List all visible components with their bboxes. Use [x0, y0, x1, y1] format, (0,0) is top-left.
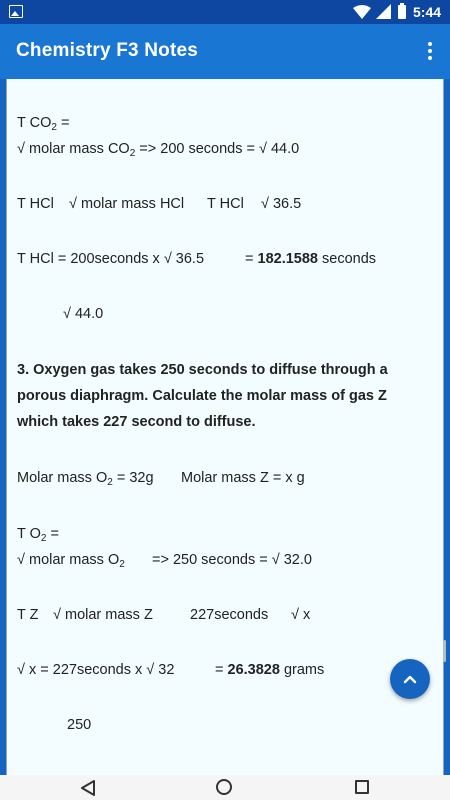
- back-icon[interactable]: [80, 780, 96, 796]
- formula-line: 250: [67, 717, 92, 733]
- formula-line: Molar mass $O_2 = 32g$ Molar mass Z = x g: [17, 470, 305, 488]
- formula-line: T HCl = 200seconds x √ 36.5 = 182.1588 seconds: [17, 251, 377, 267]
- formula-line: √ molar mass $CO_2 => 200$ seconds = √ 44.0: [17, 141, 300, 159]
- formula-line: √ 44.0: [63, 306, 104, 322]
- signal-icon: [376, 4, 391, 19]
- formula-line: T $O_2$ =: [17, 526, 59, 544]
- wifi-icon: [353, 5, 371, 19]
- status-time: 5:44: [413, 4, 442, 20]
- chevron-up-icon: [400, 669, 420, 689]
- scroll-top-button[interactable]: [390, 659, 430, 699]
- battery-icon: [398, 5, 406, 19]
- more-vert-icon[interactable]: [420, 40, 440, 64]
- formula-line: T $CO_2$ =: [17, 115, 70, 133]
- question-text: porous diaphragm. Calculate the molar mass of gas Z: [17, 388, 387, 404]
- question-text: which takes 227 second to diffuse.: [17, 414, 256, 430]
- formula-line: √ molar mass $O_2$ => 250 seconds = √ 32.0: [17, 552, 312, 570]
- navigation-bar: [0, 775, 450, 800]
- home-icon[interactable]: [216, 779, 232, 795]
- status-bar: [0, 0, 450, 24]
- app-title: Chemistry F3 Notes: [16, 40, 199, 61]
- formula-line: T HCl √ molar mass HCl T HCl √ 36.5: [17, 196, 302, 212]
- image-icon: [9, 5, 23, 18]
- recents-icon[interactable]: [355, 780, 369, 794]
- formula-line: √ x = 227seconds x √ 32 = 26.3828 grams: [17, 662, 325, 678]
- scroll-indicator[interactable]: [443, 640, 446, 662]
- question-text: 3. Oxygen gas takes 250 seconds to diffuse through a: [17, 362, 388, 378]
- formula-line: T Z √ molar mass Z 227seconds √ x: [17, 607, 311, 623]
- notes-content[interactable]: [6, 79, 444, 775]
- app-bar: [0, 24, 450, 79]
